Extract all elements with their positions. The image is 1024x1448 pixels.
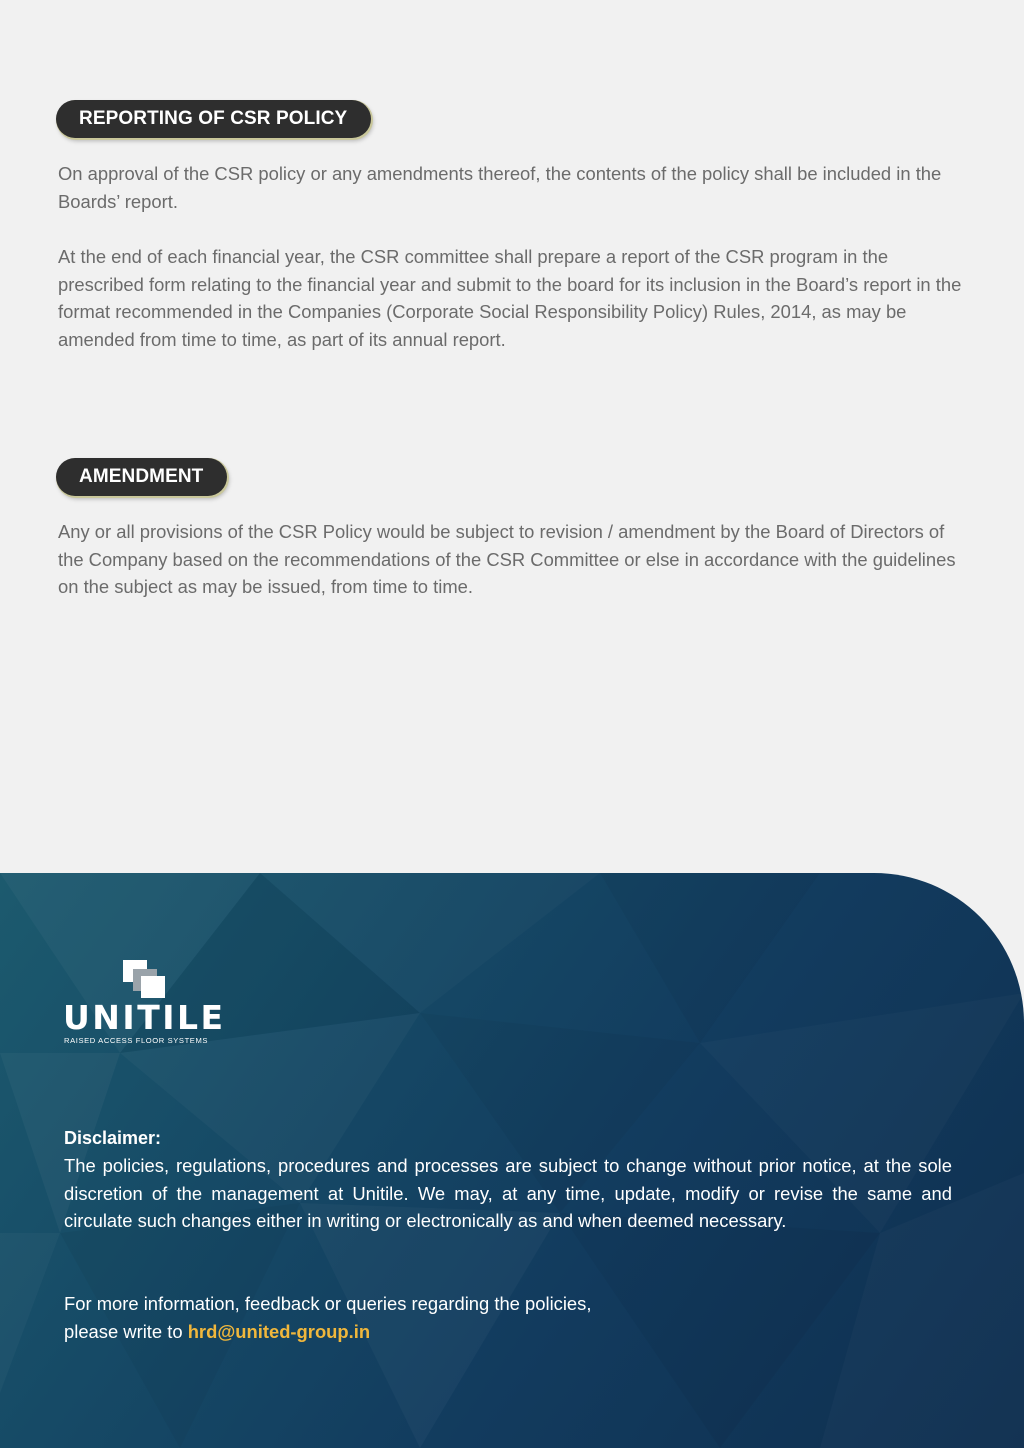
contact-line-2-prefix: please write to <box>64 1320 188 1342</box>
logo-tagline: RAISED ACCESS FLOOR SYSTEMS <box>64 1036 209 1045</box>
contact-info <box>64 1290 764 1345</box>
unitile-logo <box>63 960 238 1045</box>
logo-mark-icon <box>123 960 167 1002</box>
section-title-reporting: REPORTING OF CSR POLICY <box>56 100 371 138</box>
contact-email-link[interactable]: hrd@united-group.in <box>187 1320 371 1342</box>
disclaimer-title: Disclaimer: <box>64 1128 162 1148</box>
amendment-paragraph: Any or all provisions of the CSR Policy would be subject to revision / amendment by the Board of Directors of the Company based on the recommendations of the CSR Committee or else in accordance with the guidelines on the subject as may be issued, from time to time. <box>58 521 956 597</box>
disclaimer-text: The policies, regulations, procedures and processes are subject to change without prior notice, at the sole discretion of the management at Unitile. We may, at any time, update, modify or revise the same and circulate such changes either in writing or electronically as and when deemed necessary. <box>64 1155 952 1231</box>
logo-wordmark: UNITILE <box>63 998 226 1037</box>
reporting-paragraph-1: On approval of the CSR policy or any amendments thereof, the contents of the policy shall be included in the Boards’ report. <box>58 163 942 212</box>
contact-line-1: For more information, feedback or queries regarding the policies, <box>64 1293 592 1314</box>
section-title-amendment: AMENDMENT <box>56 458 227 496</box>
footer-panel <box>0 873 1024 1448</box>
reporting-paragraph-2: At the end of each financial year, the CSR committee shall prepare a report of the CSR program in the prescribed form relating to the financial year and submit to the board for its inclusion in the Board’s report in the format recommended in the Companies (Corporate Social Responsibility Policy) Rules, 2014, as may be amended from time to time, as part of its annual report. <box>58 246 962 350</box>
